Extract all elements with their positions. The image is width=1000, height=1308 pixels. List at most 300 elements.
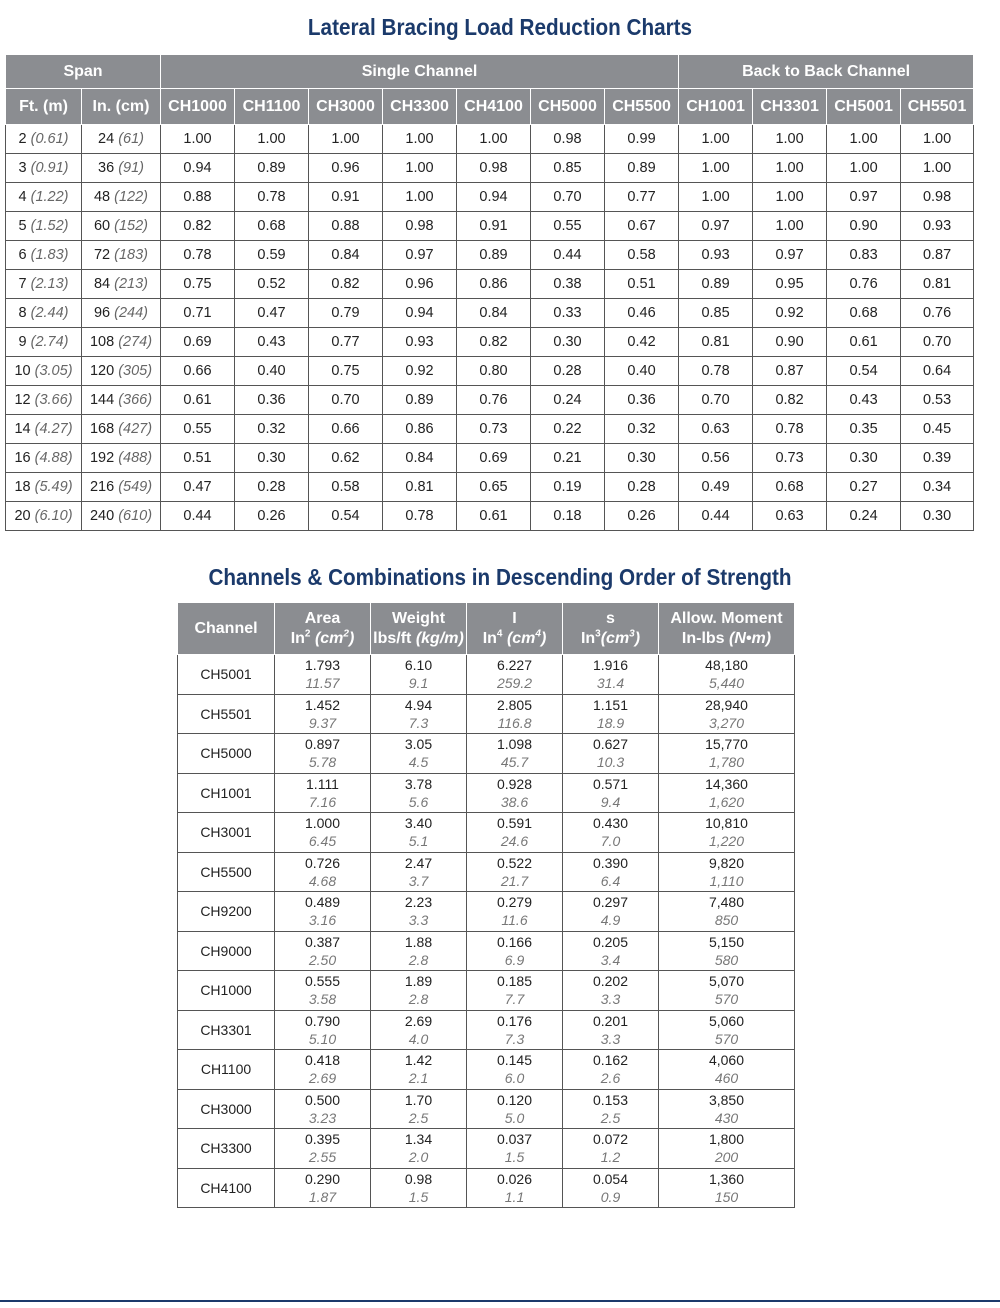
reduction-factor-cell: 0.28	[235, 473, 309, 502]
allow-moment-cell: 4,060 460	[659, 1050, 795, 1090]
inertia-cell: 0.166 6.9	[467, 931, 563, 971]
section-modulus-cell: 0.202 3.3	[563, 971, 659, 1011]
reduction-factor-cell: 0.28	[605, 473, 679, 502]
reduction-factor-cell: 0.77	[309, 328, 383, 357]
area-cell: 1.793 11.57	[275, 655, 371, 695]
reduction-factor-cell: 0.30	[827, 444, 901, 473]
reduction-factor-cell: 1.00	[383, 183, 457, 212]
span-inches-cell: 192 (488)	[82, 444, 161, 473]
allow-moment-cell: 15,770 1,780	[659, 734, 795, 774]
reduction-factor-cell: 0.54	[309, 502, 383, 531]
reduction-factor-cell: 0.21	[531, 444, 605, 473]
reduction-factor-cell: 0.78	[679, 357, 753, 386]
column-header: CH3300	[383, 89, 457, 125]
reduction-factor-cell: 0.51	[161, 444, 235, 473]
reduction-factor-cell: 0.76	[827, 270, 901, 299]
inertia-cell: 0.145 6.0	[467, 1050, 563, 1090]
table-row	[178, 1168, 795, 1208]
reduction-factor-cell: 0.46	[605, 299, 679, 328]
reduction-factor-cell: 0.70	[531, 183, 605, 212]
reduction-factor-cell: 0.94	[161, 154, 235, 183]
reduction-factor-cell: 0.91	[309, 183, 383, 212]
allow-moment-cell: 5,070 570	[659, 971, 795, 1011]
reduction-factor-cell: 0.81	[901, 270, 974, 299]
reduction-factor-cell: 0.82	[753, 386, 827, 415]
reduction-factor-cell: 0.58	[309, 473, 383, 502]
reduction-factor-cell: 0.89	[235, 154, 309, 183]
header-weight: Weight lbs/ft (kg/m)	[371, 603, 467, 655]
header-channel: Channel	[178, 603, 275, 655]
reduction-factor-cell: 0.44	[679, 502, 753, 531]
inertia-cell: 0.928 38.6	[467, 773, 563, 813]
section-modulus-cell: 0.297 4.9	[563, 892, 659, 932]
reduction-factor-cell: 0.49	[679, 473, 753, 502]
column-header: CH1100	[235, 89, 309, 125]
table-row	[178, 852, 795, 892]
reduction-factor-cell: 0.93	[383, 328, 457, 357]
reduction-factor-cell: 1.00	[309, 125, 383, 154]
reduction-factor-cell: 1.00	[753, 154, 827, 183]
reduction-factor-cell: 0.98	[457, 154, 531, 183]
section-modulus-cell: 0.627 10.3	[563, 734, 659, 774]
weight-cell: 1.42 2.1	[371, 1050, 467, 1090]
inertia-cell: 0.026 1.1	[467, 1168, 563, 1208]
reduction-factor-cell: 0.89	[605, 154, 679, 183]
span-feet-cell: 14 (4.27)	[6, 415, 82, 444]
section-modulus-cell: 0.571 9.4	[563, 773, 659, 813]
reduction-factor-cell: 0.92	[753, 299, 827, 328]
table-row	[178, 773, 795, 813]
reduction-factor-cell: 0.68	[753, 473, 827, 502]
table-row	[6, 212, 974, 241]
weight-cell: 1.34 2.0	[371, 1129, 467, 1169]
span-feet-cell: 18 (5.49)	[6, 473, 82, 502]
span-feet-cell: 3 (0.91)	[6, 154, 82, 183]
reduction-factor-cell: 0.98	[901, 183, 974, 212]
area-cell: 1.111 7.16	[275, 773, 371, 813]
reduction-factor-cell: 0.30	[235, 444, 309, 473]
reduction-factor-cell: 0.97	[827, 183, 901, 212]
channel-name-cell: CH1001	[178, 773, 275, 813]
reduction-factor-cell: 1.00	[827, 154, 901, 183]
table-row	[178, 1050, 795, 1090]
reduction-factor-cell: 0.93	[679, 241, 753, 270]
table-row	[178, 1089, 795, 1129]
reduction-factor-cell: 0.69	[457, 444, 531, 473]
reduction-factor-cell: 0.59	[235, 241, 309, 270]
reduction-factor-cell: 1.00	[679, 183, 753, 212]
channel-name-cell: CH3301	[178, 1010, 275, 1050]
section-modulus-cell: 0.201 3.3	[563, 1010, 659, 1050]
reduction-factor-cell: 0.87	[753, 357, 827, 386]
column-header: CH3301	[753, 89, 827, 125]
bracing-table	[5, 54, 974, 531]
reduction-factor-cell: 1.00	[901, 125, 974, 154]
reduction-factor-cell: 1.00	[235, 125, 309, 154]
column-header: CH3000	[309, 89, 383, 125]
inertia-cell: 0.120 5.0	[467, 1089, 563, 1129]
reduction-factor-cell: 0.96	[309, 154, 383, 183]
reduction-factor-cell: 0.94	[383, 299, 457, 328]
reduction-factor-cell: 0.53	[901, 386, 974, 415]
area-cell: 0.790 5.10	[275, 1010, 371, 1050]
reduction-factor-cell: 0.98	[383, 212, 457, 241]
column-header: CH5001	[827, 89, 901, 125]
reduction-factor-cell: 0.24	[827, 502, 901, 531]
reduction-factor-cell: 0.86	[383, 415, 457, 444]
table-row	[178, 813, 795, 853]
section-modulus-cell: 1.151 18.9	[563, 694, 659, 734]
reduction-factor-cell: 0.68	[235, 212, 309, 241]
span-inches-cell: 216 (549)	[82, 473, 161, 502]
reduction-factor-cell: 0.30	[605, 444, 679, 473]
allow-moment-cell: 14,360 1,620	[659, 773, 795, 813]
reduction-factor-cell: 1.00	[753, 212, 827, 241]
bottom-divider	[0, 1300, 1000, 1302]
inertia-cell: 0.176 7.3	[467, 1010, 563, 1050]
channel-name-cell: CH9200	[178, 892, 275, 932]
reduction-factor-cell: 0.39	[901, 444, 974, 473]
reduction-factor-cell: 0.96	[383, 270, 457, 299]
reduction-factor-cell: 0.32	[605, 415, 679, 444]
reduction-factor-cell: 1.00	[753, 125, 827, 154]
reduction-factor-cell: 0.83	[827, 241, 901, 270]
reduction-factor-cell: 0.84	[457, 299, 531, 328]
area-cell: 0.290 1.87	[275, 1168, 371, 1208]
channel-name-cell: CH5000	[178, 734, 275, 774]
reduction-factor-cell: 0.78	[383, 502, 457, 531]
reduction-factor-cell: 0.97	[753, 241, 827, 270]
reduction-factor-cell: 0.65	[457, 473, 531, 502]
span-feet-cell: 20 (6.10)	[6, 502, 82, 531]
weight-cell: 6.10 9.1	[371, 655, 467, 695]
reduction-factor-cell: 0.56	[679, 444, 753, 473]
reduction-factor-cell: 0.54	[827, 357, 901, 386]
reduction-factor-cell: 0.34	[901, 473, 974, 502]
table-row	[6, 502, 974, 531]
reduction-factor-cell: 0.64	[901, 357, 974, 386]
span-feet-cell: 7 (2.13)	[6, 270, 82, 299]
reduction-factor-cell: 1.00	[383, 154, 457, 183]
area-cell: 0.726 4.68	[275, 852, 371, 892]
reduction-factor-cell: 0.84	[383, 444, 457, 473]
allow-moment-cell: 5,060 570	[659, 1010, 795, 1050]
weight-cell: 3.40 5.1	[371, 813, 467, 853]
reduction-factor-cell: 0.38	[531, 270, 605, 299]
reduction-factor-cell: 0.66	[309, 415, 383, 444]
table-row	[6, 386, 974, 415]
group-header-span: Span	[6, 55, 161, 89]
span-inches-cell: 144 (366)	[82, 386, 161, 415]
weight-cell: 1.88 2.8	[371, 931, 467, 971]
span-inches-cell: 120 (305)	[82, 357, 161, 386]
reduction-factor-cell: 0.44	[531, 241, 605, 270]
reduction-factor-cell: 0.61	[457, 502, 531, 531]
allow-moment-cell: 48,180 5,440	[659, 655, 795, 695]
reduction-factor-cell: 0.90	[753, 328, 827, 357]
channel-name-cell: CH3001	[178, 813, 275, 853]
table-row	[178, 1129, 795, 1169]
inertia-cell: 0.279 11.6	[467, 892, 563, 932]
section-modulus-cell: 0.430 7.0	[563, 813, 659, 853]
span-inches-cell: 60 (152)	[82, 212, 161, 241]
reduction-factor-cell: 0.62	[309, 444, 383, 473]
header-section-modulus: s $In^3(cm^3)$	[563, 603, 659, 655]
table-row	[178, 655, 795, 695]
span-feet-cell: 8 (2.44)	[6, 299, 82, 328]
table-row	[6, 473, 974, 502]
inertia-cell: 0.037 1.5	[467, 1129, 563, 1169]
area-cell: 0.387 2.50	[275, 931, 371, 971]
span-inches-cell: 84 (213)	[82, 270, 161, 299]
reduction-factor-cell: 0.69	[161, 328, 235, 357]
group-header-single-channel: Single Channel	[161, 55, 679, 89]
reduction-factor-cell: 0.78	[161, 241, 235, 270]
reduction-factor-cell: 0.36	[235, 386, 309, 415]
inertia-cell: 6.227 259.2	[467, 655, 563, 695]
reduction-factor-cell: 1.00	[679, 125, 753, 154]
section-modulus-cell: 0.390 6.4	[563, 852, 659, 892]
reduction-factor-cell: 0.32	[235, 415, 309, 444]
reduction-factor-cell: 1.00	[161, 125, 235, 154]
group-header-back-to-back: Back to Back Channel	[679, 55, 974, 89]
reduction-factor-cell: 0.26	[235, 502, 309, 531]
channel-name-cell: CH1100	[178, 1050, 275, 1090]
reduction-factor-cell: 0.81	[383, 473, 457, 502]
reduction-factor-cell: 1.00	[383, 125, 457, 154]
reduction-factor-cell: 0.47	[161, 473, 235, 502]
inertia-cell: 2.805 116.8	[467, 694, 563, 734]
allow-moment-cell: 28,940 3,270	[659, 694, 795, 734]
reduction-factor-cell: 0.52	[235, 270, 309, 299]
reduction-factor-cell: 0.89	[383, 386, 457, 415]
reduction-factor-cell: 0.85	[531, 154, 605, 183]
span-feet-cell: 16 (4.88)	[6, 444, 82, 473]
weight-cell: 2.47 3.7	[371, 852, 467, 892]
reduction-factor-cell: 0.35	[827, 415, 901, 444]
strength-chart-title: Channels & Combinations in Descending Order of Strength	[208, 564, 792, 590]
reduction-factor-cell: 0.97	[383, 241, 457, 270]
reduction-factor-cell: 0.80	[457, 357, 531, 386]
weight-cell: 3.78 5.6	[371, 773, 467, 813]
reduction-factor-cell: 0.77	[605, 183, 679, 212]
reduction-factor-cell: 0.86	[457, 270, 531, 299]
reduction-factor-cell: 0.90	[827, 212, 901, 241]
span-inches-cell: 24 (61)	[82, 125, 161, 154]
span-feet-cell: 12 (3.66)	[6, 386, 82, 415]
reduction-factor-cell: 0.63	[753, 502, 827, 531]
reduction-factor-cell: 0.18	[531, 502, 605, 531]
area-cell: 0.489 3.16	[275, 892, 371, 932]
allow-moment-cell: 9,820 1,110	[659, 852, 795, 892]
column-header: CH1001	[679, 89, 753, 125]
reduction-factor-cell: 0.28	[531, 357, 605, 386]
reduction-factor-cell: 0.55	[531, 212, 605, 241]
reduction-factor-cell: 0.85	[679, 299, 753, 328]
allow-moment-cell: 7,480 850	[659, 892, 795, 932]
channel-name-cell: CH4100	[178, 1168, 275, 1208]
reduction-factor-cell: 0.47	[235, 299, 309, 328]
column-header: CH4100	[457, 89, 531, 125]
table-row	[6, 444, 974, 473]
channel-name-cell: CH9000	[178, 931, 275, 971]
channel-name-cell: CH1000	[178, 971, 275, 1011]
reduction-factor-cell: 0.88	[309, 212, 383, 241]
weight-cell: 2.23 3.3	[371, 892, 467, 932]
reduction-factor-cell: 0.75	[161, 270, 235, 299]
reduction-factor-cell: 1.00	[901, 154, 974, 183]
reduction-factor-cell: 0.76	[457, 386, 531, 415]
span-inches-cell: 72 (183)	[82, 241, 161, 270]
reduction-factor-cell: 0.45	[901, 415, 974, 444]
reduction-factor-cell: 0.94	[457, 183, 531, 212]
table-row	[6, 415, 974, 444]
reduction-factor-cell: 0.22	[531, 415, 605, 444]
reduction-factor-cell: 1.00	[827, 125, 901, 154]
reduction-factor-cell: 0.42	[605, 328, 679, 357]
table-row	[178, 892, 795, 932]
table-row	[178, 734, 795, 774]
reduction-factor-cell: 0.70	[679, 386, 753, 415]
area-cell: 1.000 6.45	[275, 813, 371, 853]
column-header: CH5500	[605, 89, 679, 125]
span-inches-cell: 96 (244)	[82, 299, 161, 328]
channel-name-cell: CH5501	[178, 694, 275, 734]
allow-moment-cell: 3,850 430	[659, 1089, 795, 1129]
reduction-factor-cell: 1.00	[457, 125, 531, 154]
reduction-factor-cell: 0.91	[457, 212, 531, 241]
section-modulus-cell: 0.205 3.4	[563, 931, 659, 971]
allow-moment-cell: 1,800 200	[659, 1129, 795, 1169]
reduction-factor-cell: 0.66	[161, 357, 235, 386]
span-feet-cell: 6 (1.83)	[6, 241, 82, 270]
section-modulus-cell: 0.072 1.2	[563, 1129, 659, 1169]
reduction-factor-cell: 0.82	[309, 270, 383, 299]
reduction-factor-cell: 0.92	[383, 357, 457, 386]
reduction-factor-cell: 0.40	[235, 357, 309, 386]
section-modulus-cell: 1.916 31.4	[563, 655, 659, 695]
reduction-factor-cell: 0.55	[161, 415, 235, 444]
reduction-factor-cell: 1.00	[679, 154, 753, 183]
reduction-factor-cell: 0.43	[235, 328, 309, 357]
weight-cell: 0.98 1.5	[371, 1168, 467, 1208]
table-row	[6, 154, 974, 183]
reduction-factor-cell: 0.82	[457, 328, 531, 357]
table-row	[178, 694, 795, 734]
reduction-factor-cell: 0.70	[309, 386, 383, 415]
area-cell: 0.897 5.78	[275, 734, 371, 774]
span-inches-cell: 48 (122)	[82, 183, 161, 212]
reduction-factor-cell: 0.33	[531, 299, 605, 328]
reduction-factor-cell: 0.84	[309, 241, 383, 270]
weight-cell: 2.69 4.0	[371, 1010, 467, 1050]
reduction-factor-cell: 0.58	[605, 241, 679, 270]
reduction-factor-cell: 0.68	[827, 299, 901, 328]
column-header: CH1000	[161, 89, 235, 125]
reduction-factor-cell: 0.61	[161, 386, 235, 415]
reduction-factor-cell: 0.82	[161, 212, 235, 241]
table-row	[6, 270, 974, 299]
reduction-factor-cell: 0.63	[679, 415, 753, 444]
table-row	[6, 125, 974, 154]
span-feet-cell: 4 (1.22)	[6, 183, 82, 212]
column-header: Ft. (m)	[6, 89, 82, 125]
channel-name-cell: CH5001	[178, 655, 275, 695]
channel-name-cell: CH3000	[178, 1089, 275, 1129]
column-header: CH5501	[901, 89, 974, 125]
reduction-factor-cell: 0.89	[679, 270, 753, 299]
reduction-factor-cell: 0.79	[309, 299, 383, 328]
header-area: Area In$^2$ $(cm^2)$	[275, 603, 371, 655]
strength-table	[177, 602, 795, 1208]
reduction-factor-cell: 1.00	[753, 183, 827, 212]
allow-moment-cell: 5,150 580	[659, 931, 795, 971]
table-row	[6, 299, 974, 328]
table-row	[6, 328, 974, 357]
table-row	[178, 1010, 795, 1050]
table-row	[178, 931, 795, 971]
reduction-factor-cell: 0.71	[161, 299, 235, 328]
table-row	[6, 357, 974, 386]
area-cell: 0.395 2.55	[275, 1129, 371, 1169]
span-inches-cell: 240 (610)	[82, 502, 161, 531]
reduction-factor-cell: 0.87	[901, 241, 974, 270]
table-row	[6, 241, 974, 270]
area-cell: 1.452 9.37	[275, 694, 371, 734]
header-allow-moment: Allow. Moment In-lbs (N•m)	[659, 603, 795, 655]
reduction-factor-cell: 0.93	[901, 212, 974, 241]
reduction-factor-cell: 0.44	[161, 502, 235, 531]
reduction-factor-cell: 0.95	[753, 270, 827, 299]
reduction-factor-cell: 0.89	[457, 241, 531, 270]
table-row	[6, 183, 974, 212]
reduction-factor-cell: 0.78	[235, 183, 309, 212]
reduction-factor-cell: 0.73	[753, 444, 827, 473]
reduction-factor-cell: 0.30	[531, 328, 605, 357]
reduction-factor-cell: 0.98	[531, 125, 605, 154]
reduction-factor-cell: 0.19	[531, 473, 605, 502]
inertia-cell: 0.522 21.7	[467, 852, 563, 892]
reduction-factor-cell: 0.81	[679, 328, 753, 357]
inertia-cell: 0.185 7.7	[467, 971, 563, 1011]
reduction-factor-cell: 0.88	[161, 183, 235, 212]
reduction-factor-cell: 0.24	[531, 386, 605, 415]
span-feet-cell: 5 (1.52)	[6, 212, 82, 241]
reduction-factor-cell: 0.27	[827, 473, 901, 502]
channel-name-cell: CH5500	[178, 852, 275, 892]
reduction-factor-cell: 0.78	[753, 415, 827, 444]
reduction-factor-cell: 0.76	[901, 299, 974, 328]
channel-name-cell: CH3300	[178, 1129, 275, 1169]
reduction-factor-cell: 0.67	[605, 212, 679, 241]
reduction-factor-cell: 0.36	[605, 386, 679, 415]
reduction-factor-cell: 0.40	[605, 357, 679, 386]
weight-cell: 4.94 7.3	[371, 694, 467, 734]
weight-cell: 3.05 4.5	[371, 734, 467, 774]
inertia-cell: 1.098 45.7	[467, 734, 563, 774]
column-header: CH5000	[531, 89, 605, 125]
reduction-factor-cell: 0.75	[309, 357, 383, 386]
allow-moment-cell: 10,810 1,220	[659, 813, 795, 853]
span-inches-cell: 108 (274)	[82, 328, 161, 357]
section-modulus-cell: 0.153 2.5	[563, 1089, 659, 1129]
inertia-cell: 0.591 24.6	[467, 813, 563, 853]
reduction-factor-cell: 0.61	[827, 328, 901, 357]
reduction-factor-cell: 0.70	[901, 328, 974, 357]
bracing-chart-title: Lateral Bracing Load Reduction Charts	[307, 14, 693, 40]
table-row	[178, 971, 795, 1011]
span-inches-cell: 168 (427)	[82, 415, 161, 444]
